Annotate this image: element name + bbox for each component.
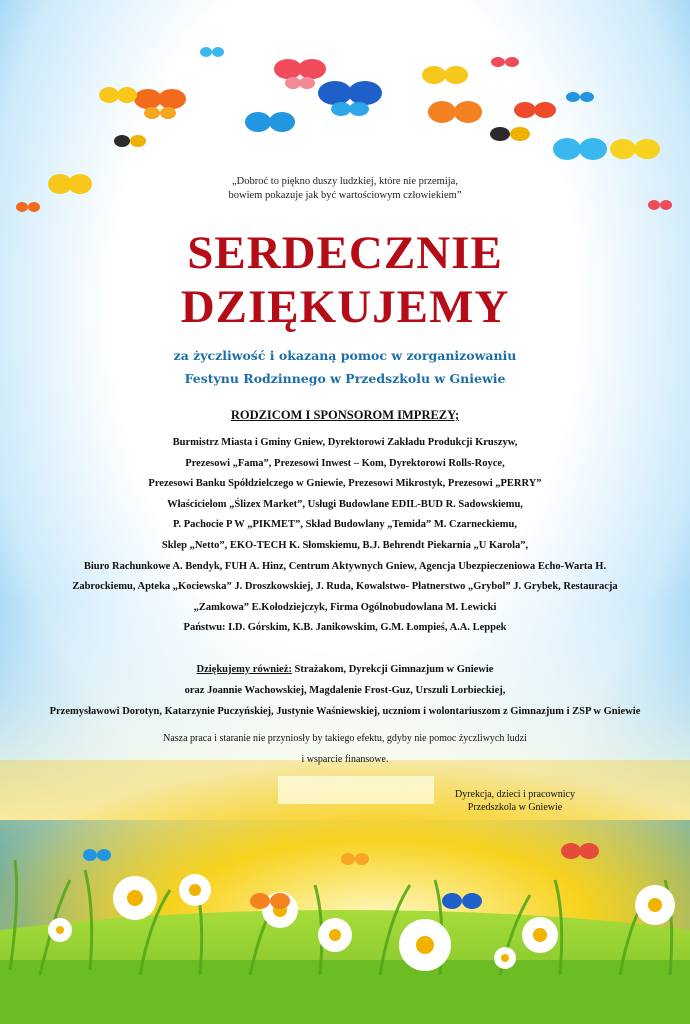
sponsors-list	[20, 433, 670, 639]
sponsors-heading: RODZICOM I SPONSOROM IMPREZY;	[230, 408, 460, 422]
signature-line-1: Dyrekcja, dzieci i pracownicy	[455, 789, 575, 800]
subtitle	[0, 344, 690, 390]
closing-note	[20, 728, 670, 770]
subtitle-line-2: Festynu Rodzinnego w Przedszkolu w Gniewie	[184, 371, 506, 386]
also-line-3: Przemysławowi Dorotyn, Katarzynie Puczyńskiej, Justynie Waśniewskiej, uczniom i wolontariuszom z Gimnazjum i ZSP w Gniewie	[49, 706, 641, 717]
sponsor-line: Prezesowi Banku Spółdzielczego w Gniewie, Prezesowi Mikrostyk, Prezesowi „PERRY”	[148, 478, 542, 490]
sponsor-line: Burmistrz Miasta i Gminy Gniew, Dyrektorowi Zakładu Produkcji Kruszyw,	[172, 437, 518, 448]
also-line-1-text: Strażakom, Dyrekcji Gimnazjum w Gniewie	[291, 664, 494, 675]
signature	[440, 788, 590, 814]
also-line-2: oraz Joannie Wachowskiej, Magdalenie Frost-Guz, Urszuli Lorbieckiej,	[184, 685, 506, 696]
quote	[0, 175, 690, 203]
also-thanks	[10, 659, 680, 722]
sponsor-line: „Zamkowa” E.Kołodziejczyk, Firma Ogólnobudowlana M. Lewicki	[193, 601, 497, 613]
sponsor-line: Prezesowi „Fama”, Prezesowi Inwest – Kom, Dyrektorowi Rolls-Royce,	[185, 457, 505, 469]
note-line-2: i wsparcie finansowe.	[301, 754, 389, 765]
sponsor-line: Właścicielom „Ślizex Market”, Usługi Budowlane EDIL-BUD R. Sadowskiemu,	[167, 498, 523, 510]
also-line-1	[10, 659, 680, 680]
sponsor-line: Zabrockiemu, Apteka „Kociewska” J. Droszkowskiej, J. Ruda, Kowalstwo- Płatnerstwo „Grybol” J. Grybek, Restauracja	[72, 581, 618, 593]
title-line-1: SERDECZNIE	[187, 227, 503, 279]
sponsor-line: P. Pachocie P W „PIKMET”, Skład Budowlany „Temida” M. Czarneckiemu,	[173, 519, 517, 531]
also-label: Dziękujemy również:	[196, 664, 292, 675]
signature-placeholder	[278, 776, 434, 804]
signature-line-2: Przedszkola w Gniewie	[467, 802, 563, 813]
sponsor-line: Państwu: I.D. Górskim, K.B. Janikowskim, G.M. Łompieś, A.A. Leppek	[183, 622, 507, 634]
subtitle-line-1: za życzliwość i okazaną pomoc w zorganizowaniu	[173, 348, 517, 363]
quote-line-2: bowiem pokazuje jak być wartościowym człowiekiem”	[228, 190, 462, 201]
title-line-2: DZIĘKUJEMY	[180, 281, 510, 333]
sponsor-line: Biuro Rachunkowe A. Bendyk, FUH A. Hinz, Centrum Aktywnych Gniew, Agencja Ubezpieczeniowa Echo-Warta H.	[83, 560, 607, 572]
note-line-1: Nasza praca i staranie nie przyniosły by takiego efektu, gdyby nie pomoc życzliwych ludzi	[163, 733, 527, 744]
quote-line-1: „Dobroć to piękno duszy ludzkiej, które nie przemija,	[232, 176, 458, 187]
sponsor-line: Sklep „Netto”, EKO-TECH K. Słomskiemu, B.J. Behrendt Piekarnia „U Karola”,	[161, 539, 529, 551]
